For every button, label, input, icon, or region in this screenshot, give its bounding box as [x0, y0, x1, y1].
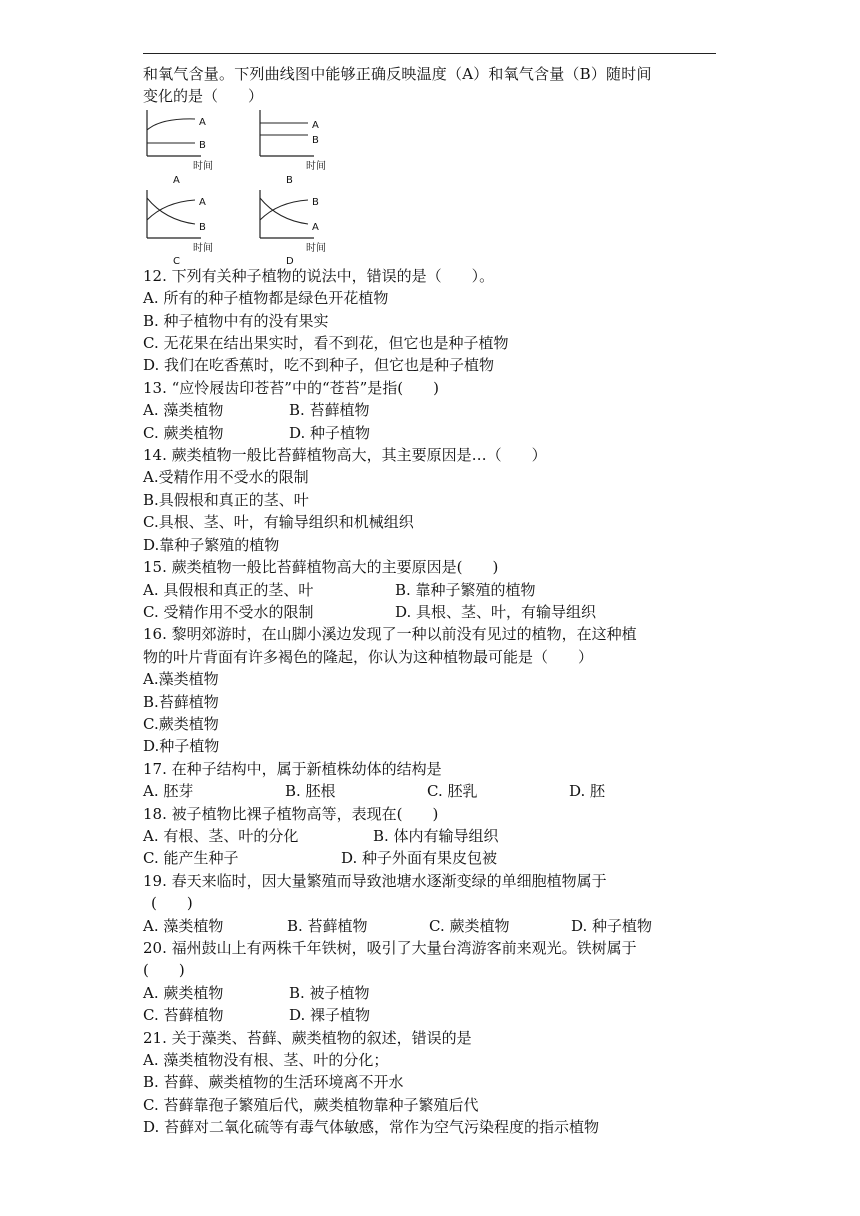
q18-option-a: A. 有根、茎、叶的分化: [143, 826, 299, 845]
q21-stem: 21. 关于藻类、苔藓、蕨类植物的叙述，错误的是: [143, 1028, 472, 1047]
q15-option-d: D. 具根、茎、叶，有输导组织: [395, 602, 597, 621]
graph-b-bottom-label: B: [312, 134, 319, 146]
q15-option-b: B. 靠种子繁殖的植物: [395, 580, 536, 599]
q14-option-a: A.受精作用不受水的限制: [143, 468, 309, 487]
q18-options-row2: [143, 847, 718, 869]
q20-options-row1: [143, 982, 718, 1004]
q18-option-d: D. 种子外面有果皮包被: [341, 849, 498, 868]
graph-c-axis-label: 时间: [193, 242, 213, 254]
q18-option-c: C. 能产生种子: [143, 849, 239, 868]
graph-c-letter: C: [173, 255, 180, 267]
q15-option-a: A. 具假根和真正的茎、叶: [143, 580, 314, 599]
q13-stem: 13. “应怜屐齿印苍苔”中的“苍苔”是指( ): [143, 378, 440, 397]
graph-a-top-label: A: [199, 116, 206, 128]
graph-b-top-label: A: [312, 119, 319, 131]
q14-stem: 14. 蕨类植物一般比苔藓植物高大，其主要原因是…（ ）: [143, 446, 547, 465]
graph-c-top-label: A: [199, 196, 206, 208]
q18-options-row1: [143, 825, 718, 847]
q12-option-d: D. 我们在吃香蕉时，吃不到种子，但它也是种子植物: [143, 356, 495, 375]
q16-option-d: D.种子植物: [143, 737, 220, 756]
q17-option-c: C. 胚乳: [427, 782, 478, 801]
q20-options-row2: [143, 1004, 718, 1026]
q21-option-a: A. 藻类植物没有根、茎、叶的分化；: [143, 1051, 389, 1070]
q12-option-b: B. 种子植物中有的没有果实: [143, 311, 329, 330]
q12-option-c: C. 无花果在结出果实时，看不到花，但它也是种子植物: [143, 334, 509, 353]
q16-option-b: B.苔藓植物: [143, 692, 219, 711]
question-page: [143, 63, 718, 1139]
q13-option-a: A. 藻类植物: [143, 401, 224, 420]
q13-options-row2: [143, 422, 718, 444]
graph-c-bottom-label: B: [199, 221, 206, 233]
q20-option-d: D. 裸子植物: [289, 1006, 371, 1025]
q20-option-b: B. 被子植物: [289, 983, 370, 1002]
q20-option-c: C. 苔藓植物: [143, 1006, 224, 1025]
q15-option-c: C. 受精作用不受水的限制: [143, 602, 314, 621]
q12-stem: 12. 下列有关种子植物的说法中，错误的是（ ）。: [143, 266, 495, 285]
q19-option-c: C. 蕨类植物: [429, 916, 510, 935]
header-rule: [143, 53, 716, 54]
q13-option-b: B. 苔藓植物: [289, 401, 370, 420]
q16-option-c: C.蕨类植物: [143, 714, 219, 733]
q11-stem-line2: 变化的是（ ）: [143, 87, 264, 106]
q16-stem-line1: 16. 黎明郊游时，在山脚小溪边发现了一种以前没有见过的植物，在这种植: [143, 625, 637, 644]
q20-paren: ( ): [143, 961, 185, 980]
graph-d-axis-label: 时间: [306, 242, 326, 254]
graph-d-plot: [256, 190, 346, 262]
q21-option-b: B. 苔藓、蕨类植物的生活环境离不开水: [143, 1073, 404, 1092]
q19-option-b: B. 苔藓植物: [287, 916, 368, 935]
graph-d-top-label: B: [312, 196, 319, 208]
graph-a-bottom-label: B: [199, 139, 206, 151]
q19-paren: ( ): [151, 894, 193, 913]
q12-option-a: A. 所有的种子植物都是绿色开花植物: [143, 289, 389, 308]
q13-options-row1: [143, 399, 718, 421]
graph-c: [143, 190, 233, 267]
graph-b-axis-label: 时间: [306, 160, 326, 172]
q14-option-b: B.具假根和真正的茎、叶: [143, 490, 309, 509]
q14-option-c: C.具根、茎、叶，有输导组织和机械组织: [143, 513, 414, 532]
graph-d-bottom-label: A: [312, 221, 319, 233]
graph-a-letter: A: [173, 174, 180, 186]
q17-option-a: A. 胚芽: [143, 782, 194, 801]
q19-option-d: D. 种子植物: [571, 916, 653, 935]
graph-b-plot: [256, 110, 346, 182]
q18-stem: 18. 被子植物比裸子植物高等，表现在( ): [143, 804, 439, 823]
graph-a-plot: [143, 110, 233, 182]
q21-option-c: C. 苔藓靠孢子繁殖后代，蕨类植物靠种子繁殖后代: [143, 1095, 479, 1114]
q19-stem: 19. 春天来临时，因大量繁殖而导致池塘水逐渐变绿的单细胞植物属于: [143, 871, 607, 890]
graph-a-axis-label: 时间: [193, 160, 213, 172]
q13-option-d: D. 种子植物: [289, 423, 371, 442]
q19-options-row: [143, 915, 718, 937]
q11-stem-line1: 和氧气含量。下列曲线图中能够正确反映温度（A）和氧气含量（B）随时间: [143, 65, 652, 83]
q20-stem: 20. 福州鼓山上有两株千年铁树，吸引了大量台湾游客前来观光。铁树属于: [143, 939, 637, 957]
q15-stem: 15. 蕨类植物一般比苔藓植物高大的主要原因是( ): [143, 558, 499, 577]
q13-option-c: C. 蕨类植物: [143, 423, 224, 442]
q16-stem-line2: 物的叶片背面有许多褐色的隆起，你认为这种植物最可能是（ ）: [143, 647, 594, 666]
q11-graph-options: [143, 110, 718, 267]
graph-b: [256, 110, 346, 186]
q15-options-row2: [143, 601, 718, 623]
graph-d-letter: D: [286, 255, 294, 267]
q15-options-row1: [143, 579, 718, 601]
q20-option-a: A. 蕨类植物: [143, 983, 224, 1002]
q17-option-b: B. 胚根: [285, 782, 336, 801]
graph-a: [143, 110, 233, 186]
q17-stem: 17. 在种子结构中，属于新植株幼体的结构是: [143, 759, 442, 778]
graph-d: [256, 190, 346, 267]
q14-option-d: D.靠种子繁殖的植物: [143, 535, 280, 554]
q18-option-b: B. 体内有输导组织: [373, 826, 499, 845]
q16-option-a: A.藻类植物: [143, 670, 219, 689]
q19-option-a: A. 藻类植物: [143, 916, 224, 935]
q17-options-row: [143, 780, 718, 802]
q21-option-d: D. 苔藓对二氧化硫等有毒气体敏感，常作为空气污染程度的指示植物: [143, 1118, 600, 1137]
graph-c-plot: [143, 190, 233, 262]
q17-option-d: D. 胚: [569, 782, 606, 801]
graph-b-letter: B: [286, 174, 293, 186]
